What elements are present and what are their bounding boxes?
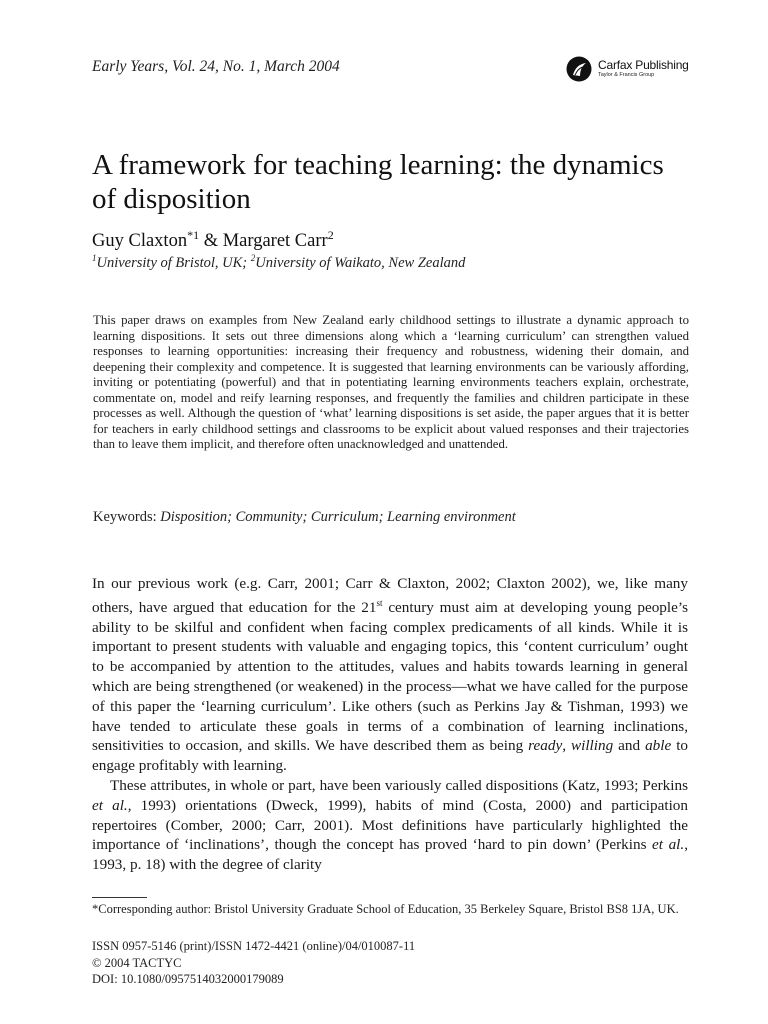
- p1-able: able: [645, 737, 672, 755]
- author-line: [92, 228, 334, 252]
- author-and: &: [203, 231, 219, 252]
- author-2: Margaret Carr: [222, 231, 328, 252]
- author-1: Guy Claxton: [92, 231, 188, 252]
- publication-info: [92, 938, 415, 988]
- carfax-logo-icon: [566, 56, 592, 82]
- p1-and: and: [613, 737, 646, 755]
- corresponding-author-note: *Corresponding author: Bristol University Graduate School of Education, 35 Berkeley Square, Bristol BS8 1JA, UK.: [92, 902, 679, 916]
- p2-etal-1: et al.: [92, 796, 128, 814]
- affil-1-mark: 1: [92, 253, 97, 263]
- p2-text-a: These attributes, in whole or part, have been variously called dispositions (Katz, 1993; Perkins: [110, 777, 688, 795]
- affil-2: University of Waikato, New Zealand: [255, 254, 466, 271]
- keywords-label: Keywords:: [93, 509, 157, 525]
- author-1-mark: *1: [187, 228, 200, 242]
- article-title: A framework for teaching learning: the dynamics of disposition: [92, 149, 664, 215]
- p2-etal-2: et al.: [652, 836, 685, 854]
- doi-line: DOI: 10.1080/0957514032000179089: [92, 972, 284, 986]
- publisher-group: Taylor & Francis Group: [598, 72, 655, 78]
- paragraph-1: [92, 574, 688, 776]
- p2-text-b: , 1993) orientations (Dweck, 1999), habits of mind (Costa, 2000) and participation repertoires (Comber, 2000; Carr, 2001). Most definitions have particularly highlighted the importance of ‘inclinations’, though the concept has proved ‘hard to pin down’ (Perkins: [92, 796, 688, 854]
- paragraph-2: [92, 776, 688, 875]
- publisher-name: Carfax Publishing: [598, 58, 689, 72]
- p1-text-a: In our previous work (e.g. Carr, 2001; Carr & Claxton, 2002; Claxton 2002), we, like many others, have argued that education for the 21: [92, 575, 688, 616]
- affiliations: [92, 253, 465, 272]
- p2-text-c: , 1993, p. 18) with the degree of clarity: [92, 836, 688, 874]
- p1-ready: ready: [528, 737, 563, 755]
- abstract: This paper draws on examples from New Zealand early childhood settings to illustrate a dynamic approach to learning dispositions. It sets out three dimensions along which a ‘learning curriculum’ can strengthen valued responses to learning opportunities: increasing their frequency and robustness, widening their domain, and deepening their complexity and competence. It is suggested that learning environments can be variously affording, inviting or potentiating (powerful) and that in potentiating learning environments teachers explain, orchestrate, commentate on, model and reify learning responses, and frequently the families and children participate in these processes as well. Although the question of ‘what’ learning dispositions is set aside, the paper argues that it is better for teachers in early childhood settings and classrooms to be explicit about valued responses and their trajectories than to leave them implicit, and therefore often unacknowledged and unattended.: [93, 313, 689, 451]
- p1-text-c: to engage profitably with learning.: [92, 737, 689, 775]
- publisher-logo: [566, 56, 689, 82]
- issn-line: ISSN 0957-5146 (print)/ISSN 1472-4421 (online)/04/010087-11: [92, 939, 416, 953]
- journal-citation: Early Years, Vol. 24, No. 1, March 2004: [92, 58, 340, 75]
- p1-willing: willing: [570, 737, 614, 755]
- author-2-mark: 2: [327, 228, 334, 242]
- affil-1: University of Bristol, UK;: [96, 254, 251, 271]
- p1-text-b: century must aim at developing young people’s ability to be skilful and confident when facing complex predicaments of all kinds. While it is important to present students with valuable and engaging topics, this ‘content curriculum’ ought to be accompanied by attention to the attitudes, values and habits towards learning in general which are being strengthened (or weakened) in the process—what we have called for the purpose of this paper the ‘learning curriculum’. Like others (such as Perkins Jay & Tishman, 1993) we have tended to articulate these goals in terms of a combination of learning inclinations, sensitivities to occasion, and skills. We have described them as being: [92, 598, 688, 755]
- affil-2-mark: 2: [250, 253, 256, 263]
- p1-sup: st: [376, 597, 383, 608]
- p1-comma: ,: [562, 737, 571, 755]
- keywords: [93, 509, 516, 526]
- footnote-rule: [92, 897, 147, 898]
- copyright-line: © 2004 TACTYC: [92, 955, 182, 970]
- keywords-list: Disposition; Community; Curriculum; Learning environment: [160, 509, 516, 525]
- body-text: [92, 574, 688, 875]
